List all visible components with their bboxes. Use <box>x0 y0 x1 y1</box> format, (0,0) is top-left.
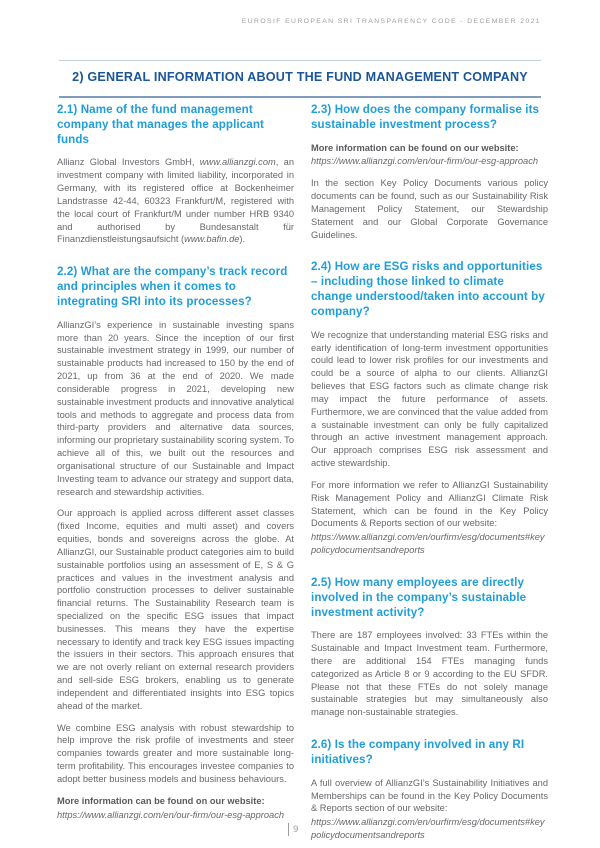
key-policy-documents-link[interactable]: https://www.allianzgi.com/en/ourfirm/esg/documents#keypolicydocumentsandreports <box>311 817 545 841</box>
key-policy-documents-link[interactable]: https://www.allianzgi.com/en/ourfirm/esg/documents#keypolicydocumentsandreports <box>311 532 545 556</box>
section-2-3-heading: 2.3) How does the company formalise its sustainable investment process? <box>311 103 540 131</box>
section-2-1 <box>57 103 294 246</box>
page-number: 9 <box>293 824 299 835</box>
section-2-1-heading: 2.1) Name of the fund management company that manages the applicant funds <box>57 103 264 146</box>
section-2-1-paragraph <box>57 156 294 246</box>
left-column <box>57 103 294 848</box>
more-info-label: More information can be found on our website: <box>57 795 265 806</box>
section-2-2-paragraph-2: Our approach is applied across different asset classes (fixed Income, equities and multi asset) and covers equities, bonds and sovereigns across the globe. At AllianzGI, our Sustainable product categories aim to build sustainable portfolios using an assessment of E, S & G practices and values in the investment analysis and portfolio construction processes to deliver sustainable financial returns. The Sustainability Research team is specialized on the specific ESG issues that impact businesses. This means they have the expertise necessary to identify and track key ESG issues impacting the issuers in their sectors. This approach ensures that we are not overly reliant on external research providers and sell-side ESG brokers, enabling us to generate independent and differentiated insights into ESG topics ahead of the market. <box>57 508 294 711</box>
section-2-2-paragraph-1: AllianzGI’s experience in sustainable investing spans more than 20 years. Since the inception of our first sustainable investment strategy in 1999, our number of sustainable products had increased to 150 by the end of 2021, up from 36 at the end of 2020. We made considerable progress in 2021, developing new sustainable investment products and innovative analytical tools and methods to aggregate and process data from third-party providers and alternative data sources, informing our proprietary sustainability scoring system. To achieve all of this, we built out the resources and organisational structure of our Sustainable and Impact Investing team to advance our strategy and support data, research and stewardship activities. <box>57 319 294 497</box>
esg-approach-link[interactable]: https://www.allianzgi.com/en/our-firm/our-esg-approach <box>311 156 539 167</box>
page-number-divider <box>288 823 289 836</box>
section-2-4 <box>311 260 548 556</box>
section-2-2 <box>57 265 294 821</box>
text-run: , an investment company with limited liability, incorporated in Germany, with its registered office at Bockenheimer Landstrasse 42-44, 60323 Frankfurt/M, registered with the local court of Frankfurt/M under number HRB 9340 and authorised by Bundesanstalt für Finanzdienstleistungsaufsicht ( <box>57 157 294 245</box>
inline-url[interactable]: www.allianzgi.com <box>199 157 276 168</box>
two-column-layout <box>57 103 548 848</box>
section-2-4-heading: 2.4) How are ESG risks and opportunities – including those linked to climate change understood/taken into account by company? <box>311 260 545 318</box>
section-2-5-paragraph: There are 187 employees involved: 33 FTEs within the Sustainable and Impact Investment team. Furthermore, there are additional 154 FTEs managing funds categorized as Article 8 or 9 according to the EU SFDR. Please not that these FTEs do not solely manage sustainable strategies but may simultaneously also manage non-sustainable strategies. <box>311 630 548 718</box>
inline-url[interactable]: www.bafin.de <box>184 234 240 245</box>
running-header: EUROSIF EUROPEAN SRI TRANSPARENCY CODE - DECEMBER 2021 <box>241 18 541 25</box>
esg-approach-link[interactable]: https://www.allianzgi.com/en/our-firm/our-esg-approach <box>57 809 285 820</box>
section-2-3-paragraph: In the section Key Policy Documents various policy documents can be found, such as our Sustainability Risk Management Policy Statement, our Stewardship Statement and our Global Corporate Governance Guidelines. <box>311 178 548 240</box>
text-run: Allianz Global Investors GmbH, <box>57 157 200 168</box>
section-2-4-paragraph-1: We recognize that understanding material ESG risks and early identification of long-term investment opportunities could lead to lower risk profiles for our investments and could be a source of alpha to our clients. AllianzGI believes that ESG factors such as climate change risk may impact the future performance of assets. Furthermore, we are convinced that the value added from a sustainable investment can only be fully capitalized through an active investment management approach. Our approach comprises ESG risk assessment and active stewardship. <box>311 329 548 469</box>
page-footer <box>288 823 298 836</box>
text-run: ). <box>239 234 246 245</box>
section-2-6-heading: 2.6) Is the company involved in any RI initiatives? <box>311 738 525 766</box>
more-info-label: More information can be found on our website: <box>311 142 519 153</box>
section-2-2-paragraph-3: We combine ESG analysis with robust stewardship to help improve the risk profile of investments and steer companies towards greater and more sustainable long-term profitability. This encourages investee companies to adopt better business models and business behaviours. <box>57 722 294 784</box>
section-2-5-heading: 2.5) How many employees are directly involved in the company’s sustainable investment activity? <box>311 575 527 619</box>
right-column <box>311 103 548 848</box>
section-2-2-heading: 2.2) What are the company’s track record and principles when it comes to integrating SRI into its processes? <box>57 265 288 308</box>
chapter-title-bar <box>59 60 541 98</box>
chapter-title: 2) GENERAL INFORMATION ABOUT THE FUND MANAGEMENT COMPANY <box>72 70 528 84</box>
section-2-6 <box>311 738 548 842</box>
section-2-5 <box>311 576 548 719</box>
section-2-4-paragraph-2: For more information we refer to AllianzGI Sustainability Risk Management Policy and AllianzGI Climate Risk Statement, which can be found in the Key Policy Documents & Reports section of our website: <box>311 479 548 529</box>
section-2-3 <box>311 103 548 241</box>
section-2-6-paragraph: A full overview of AllianzGI’s Sustainability Initiatives and Memberships can be found in the Key Policy Documents & Reports section of our website: <box>311 777 548 814</box>
